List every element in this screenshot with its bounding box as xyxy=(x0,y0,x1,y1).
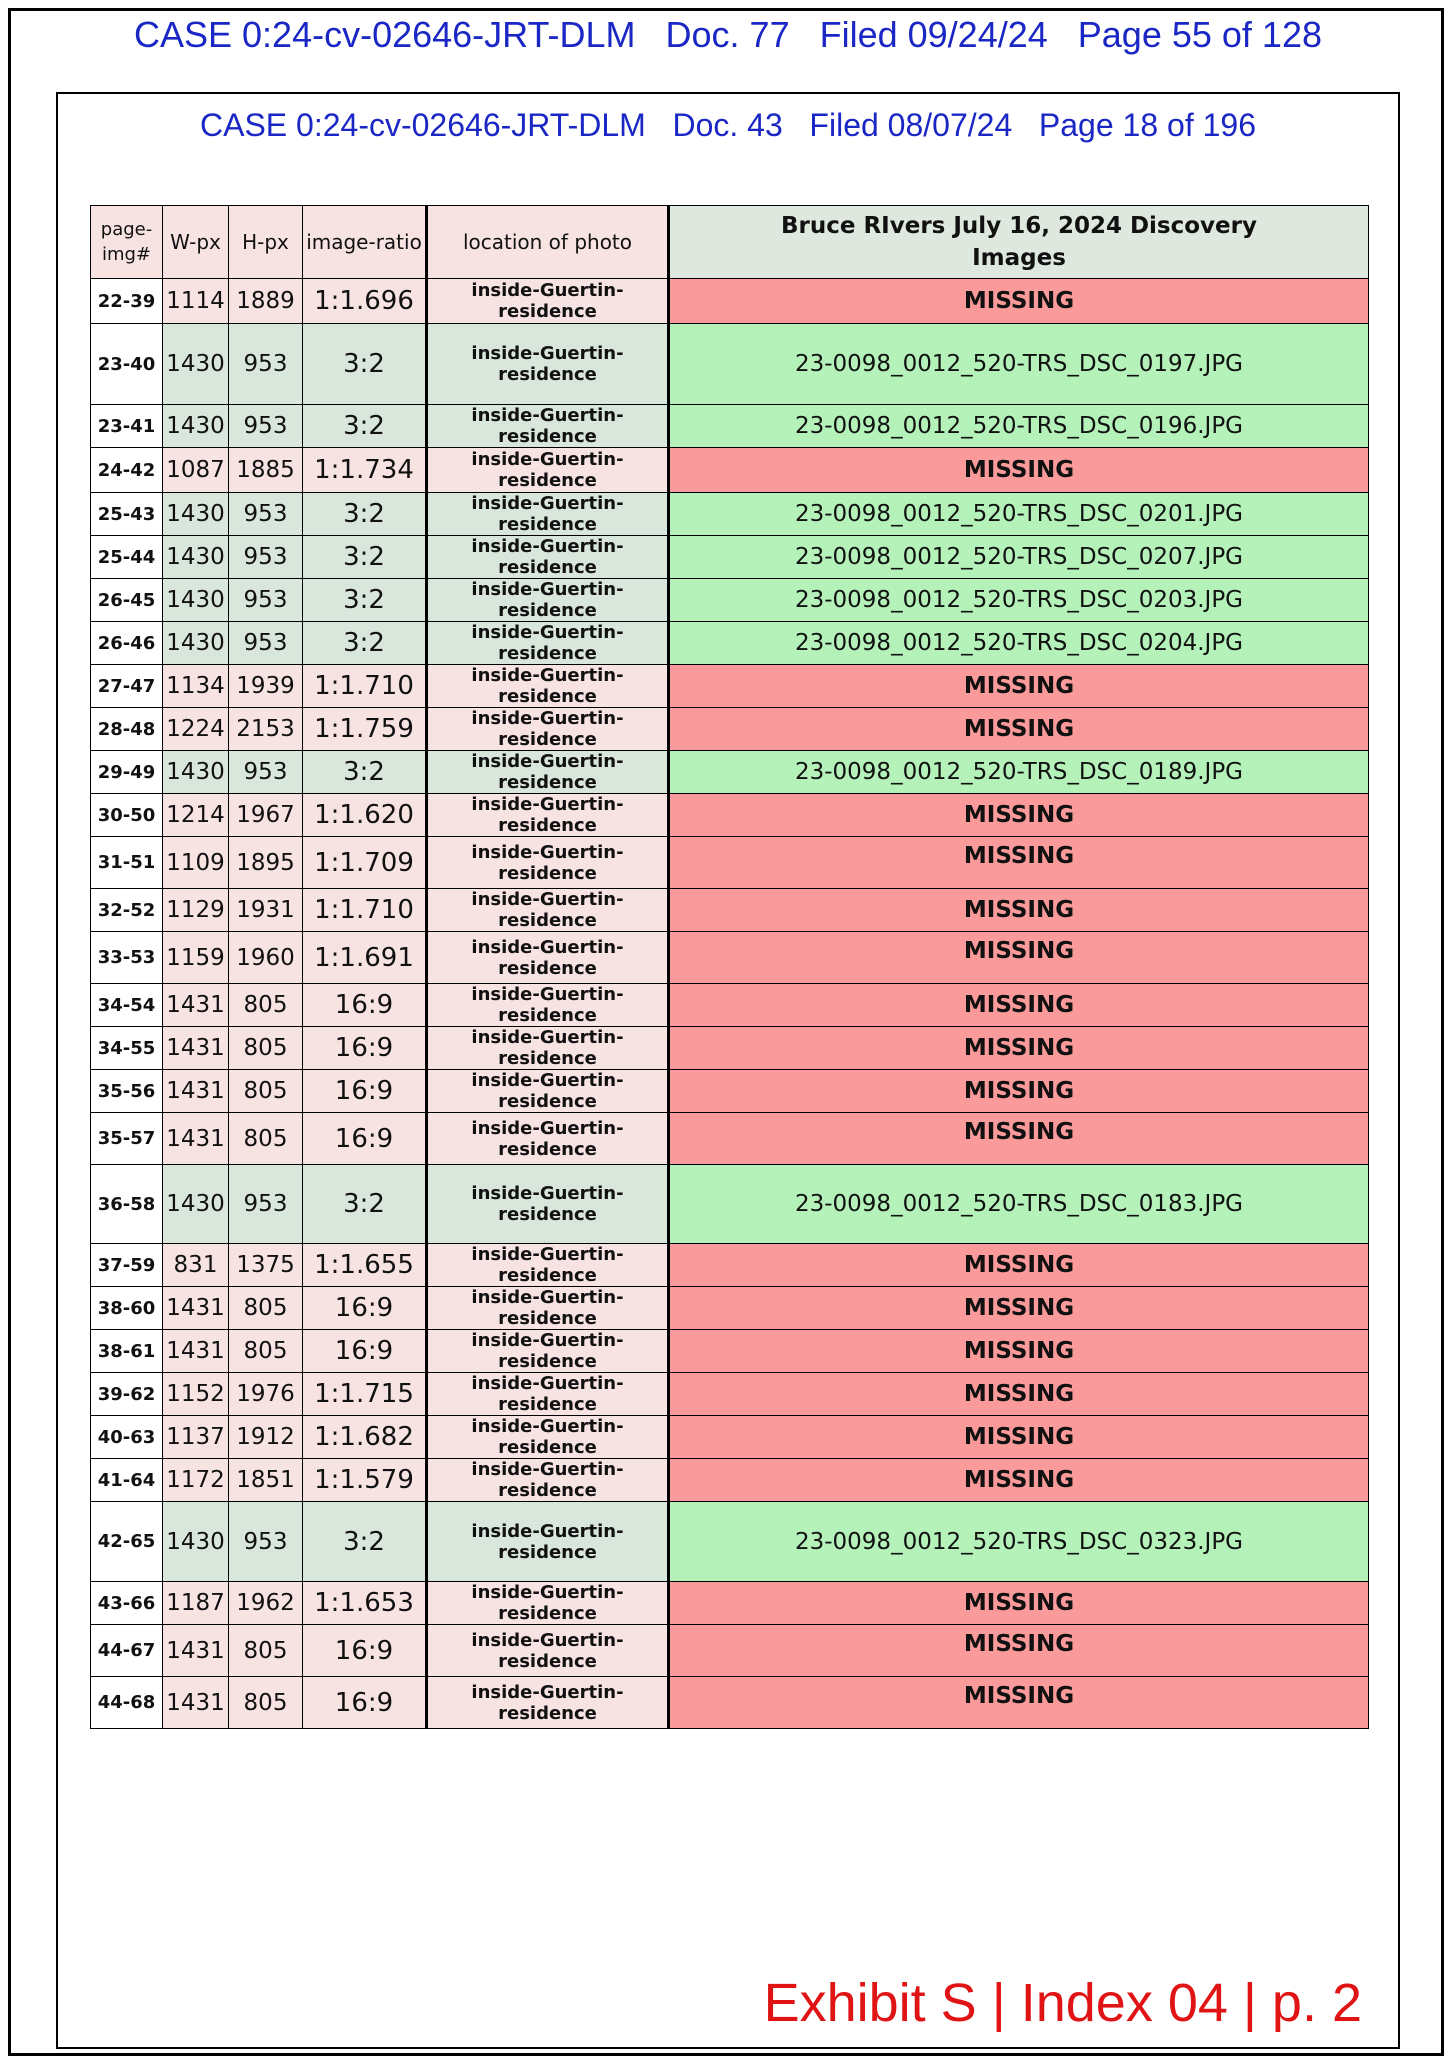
location-cell: inside-Guertin-residence xyxy=(427,1502,669,1582)
discovery-image-cell: MISSING xyxy=(669,1027,1369,1070)
page-img-cell: 26-46 xyxy=(91,622,163,665)
table-row xyxy=(91,932,1369,984)
location-cell: inside-Guertin-residence xyxy=(427,889,669,932)
table-row xyxy=(91,1373,1369,1416)
width-cell: 1114 xyxy=(163,279,229,324)
inner-case-header: CASE 0:24-cv-02646-JRT-DLM Doc. 43 Filed 08/07/24 Page 18 of 196 xyxy=(200,107,1256,143)
height-cell: 1967 xyxy=(229,794,303,837)
height-cell: 1375 xyxy=(229,1244,303,1287)
table-header-row xyxy=(91,206,1369,279)
height-cell: 953 xyxy=(229,579,303,622)
ratio-cell: 16:9 xyxy=(303,1027,427,1070)
table-row xyxy=(91,1459,1369,1502)
page-img-cell: 27-47 xyxy=(91,665,163,708)
page-img-cell: 35-57 xyxy=(91,1113,163,1165)
discovery-image-cell: MISSING xyxy=(669,1625,1369,1677)
location-cell: inside-Guertin-residence xyxy=(427,932,669,984)
width-cell: 1430 xyxy=(163,1502,229,1582)
discovery-image-cell: MISSING xyxy=(669,448,1369,493)
height-cell: 1895 xyxy=(229,837,303,889)
outer-case-header: CASE 0:24-cv-02646-JRT-DLM Doc. 77 Filed 09/24/24 Page 55 of 128 xyxy=(134,14,1322,55)
header-width: W-px xyxy=(163,206,229,279)
discovery-image-cell: MISSING xyxy=(669,1070,1369,1113)
table-row xyxy=(91,622,1369,665)
height-cell: 953 xyxy=(229,493,303,536)
ratio-cell: 1:1.710 xyxy=(303,889,427,932)
width-cell: 1214 xyxy=(163,794,229,837)
discovery-image-cell: 23-0098_0012_520-TRS_DSC_0183.JPG xyxy=(669,1165,1369,1244)
ratio-cell: 3:2 xyxy=(303,751,427,794)
table-row xyxy=(91,1287,1369,1330)
page-img-cell: 25-44 xyxy=(91,536,163,579)
ratio-cell: 16:9 xyxy=(303,1070,427,1113)
height-cell: 953 xyxy=(229,1502,303,1582)
height-cell: 953 xyxy=(229,751,303,794)
page-img-cell: 41-64 xyxy=(91,1459,163,1502)
table-row xyxy=(91,794,1369,837)
location-cell: inside-Guertin-residence xyxy=(427,1373,669,1416)
ratio-cell: 1:1.715 xyxy=(303,1373,427,1416)
photo-index-table xyxy=(90,205,1369,1729)
height-cell: 953 xyxy=(229,405,303,448)
page-img-cell: 24-42 xyxy=(91,448,163,493)
height-cell: 1976 xyxy=(229,1373,303,1416)
ratio-cell: 3:2 xyxy=(303,622,427,665)
width-cell: 1134 xyxy=(163,665,229,708)
table-row xyxy=(91,1070,1369,1113)
location-cell: inside-Guertin-residence xyxy=(427,1165,669,1244)
page-img-cell: 22-39 xyxy=(91,279,163,324)
page-img-cell: 38-60 xyxy=(91,1287,163,1330)
table-row xyxy=(91,493,1369,536)
location-cell: inside-Guertin-residence xyxy=(427,493,669,536)
discovery-image-cell: 23-0098_0012_520-TRS_DSC_0323.JPG xyxy=(669,1502,1369,1582)
table-row xyxy=(91,1677,1369,1729)
height-cell: 1912 xyxy=(229,1416,303,1459)
width-cell: 1431 xyxy=(163,1113,229,1165)
width-cell: 1109 xyxy=(163,837,229,889)
width-cell: 1430 xyxy=(163,622,229,665)
ratio-cell: 3:2 xyxy=(303,493,427,536)
discovery-image-cell: 23-0098_0012_520-TRS_DSC_0196.JPG xyxy=(669,405,1369,448)
discovery-image-cell: MISSING xyxy=(669,889,1369,932)
header-image-ratio: image-ratio xyxy=(303,206,427,279)
location-cell: inside-Guertin-residence xyxy=(427,448,669,493)
height-cell: 1960 xyxy=(229,932,303,984)
location-cell: inside-Guertin-residence xyxy=(427,1677,669,1729)
width-cell: 1137 xyxy=(163,1416,229,1459)
width-cell: 1129 xyxy=(163,889,229,932)
table-row xyxy=(91,1113,1369,1165)
location-cell: inside-Guertin-residence xyxy=(427,324,669,405)
page-img-cell: 40-63 xyxy=(91,1416,163,1459)
width-cell: 1431 xyxy=(163,1625,229,1677)
width-cell: 1431 xyxy=(163,984,229,1027)
table-row xyxy=(91,1165,1369,1244)
discovery-image-cell: MISSING xyxy=(669,1330,1369,1373)
discovery-image-cell: MISSING xyxy=(669,665,1369,708)
discovery-image-cell: MISSING xyxy=(669,932,1369,984)
table-row xyxy=(91,1502,1369,1582)
page-img-cell: 31-51 xyxy=(91,837,163,889)
page-img-cell: 23-41 xyxy=(91,405,163,448)
width-cell: 1430 xyxy=(163,405,229,448)
location-cell: inside-Guertin-residence xyxy=(427,1287,669,1330)
width-cell: 1431 xyxy=(163,1330,229,1373)
location-cell: inside-Guertin-residence xyxy=(427,751,669,794)
page-img-cell: 32-52 xyxy=(91,889,163,932)
height-cell: 953 xyxy=(229,536,303,579)
page-img-cell: 26-45 xyxy=(91,579,163,622)
table-row xyxy=(91,889,1369,932)
header-location: location of photo xyxy=(427,206,669,279)
location-cell: inside-Guertin-residence xyxy=(427,1070,669,1113)
page-img-cell: 42-65 xyxy=(91,1502,163,1582)
ratio-cell: 3:2 xyxy=(303,1165,427,1244)
discovery-image-cell: MISSING xyxy=(669,1677,1369,1729)
discovery-image-cell: MISSING xyxy=(669,984,1369,1027)
ratio-cell: 16:9 xyxy=(303,984,427,1027)
discovery-image-cell: 23-0098_0012_520-TRS_DSC_0203.JPG xyxy=(669,579,1369,622)
header-height: H-px xyxy=(229,206,303,279)
height-cell: 1851 xyxy=(229,1459,303,1502)
table-row xyxy=(91,751,1369,794)
width-cell: 831 xyxy=(163,1244,229,1287)
location-cell: inside-Guertin-residence xyxy=(427,579,669,622)
width-cell: 1087 xyxy=(163,448,229,493)
table-row xyxy=(91,984,1369,1027)
discovery-image-cell: MISSING xyxy=(669,1582,1369,1625)
location-cell: inside-Guertin-residence xyxy=(427,1416,669,1459)
location-cell: inside-Guertin-residence xyxy=(427,837,669,889)
ratio-cell: 1:1.655 xyxy=(303,1244,427,1287)
discovery-image-cell: MISSING xyxy=(669,1373,1369,1416)
width-cell: 1159 xyxy=(163,932,229,984)
location-cell: inside-Guertin-residence xyxy=(427,984,669,1027)
table-row xyxy=(91,665,1369,708)
height-cell: 2153 xyxy=(229,708,303,751)
header-page-img: page- img# xyxy=(91,206,163,279)
location-cell: inside-Guertin-residence xyxy=(427,794,669,837)
discovery-image-cell: 23-0098_0012_520-TRS_DSC_0204.JPG xyxy=(669,622,1369,665)
width-cell: 1152 xyxy=(163,1373,229,1416)
table-row xyxy=(91,1330,1369,1373)
page-img-cell: 44-68 xyxy=(91,1677,163,1729)
location-cell: inside-Guertin-residence xyxy=(427,405,669,448)
ratio-cell: 16:9 xyxy=(303,1113,427,1165)
page-img-cell: 39-62 xyxy=(91,1373,163,1416)
discovery-image-cell: 23-0098_0012_520-TRS_DSC_0197.JPG xyxy=(669,324,1369,405)
ratio-cell: 16:9 xyxy=(303,1625,427,1677)
page-img-cell: 30-50 xyxy=(91,794,163,837)
table-row xyxy=(91,448,1369,493)
location-cell: inside-Guertin-residence xyxy=(427,708,669,751)
ratio-cell: 1:1.696 xyxy=(303,279,427,324)
page-img-cell: 43-66 xyxy=(91,1582,163,1625)
location-cell: inside-Guertin-residence xyxy=(427,536,669,579)
discovery-image-cell: MISSING xyxy=(669,1244,1369,1287)
location-cell: inside-Guertin-residence xyxy=(427,1625,669,1677)
page-img-cell: 23-40 xyxy=(91,324,163,405)
width-cell: 1431 xyxy=(163,1677,229,1729)
location-cell: inside-Guertin-residence xyxy=(427,1244,669,1287)
width-cell: 1431 xyxy=(163,1070,229,1113)
ratio-cell: 1:1.709 xyxy=(303,837,427,889)
height-cell: 953 xyxy=(229,324,303,405)
discovery-image-cell: MISSING xyxy=(669,1113,1369,1165)
location-cell: inside-Guertin-residence xyxy=(427,665,669,708)
ratio-cell: 3:2 xyxy=(303,324,427,405)
ratio-cell: 1:1.710 xyxy=(303,665,427,708)
ratio-cell: 16:9 xyxy=(303,1677,427,1729)
page-img-cell: 37-59 xyxy=(91,1244,163,1287)
discovery-image-cell: MISSING xyxy=(669,1416,1369,1459)
ratio-cell: 1:1.682 xyxy=(303,1416,427,1459)
ratio-cell: 3:2 xyxy=(303,579,427,622)
width-cell: 1187 xyxy=(163,1582,229,1625)
page-img-cell: 36-58 xyxy=(91,1165,163,1244)
discovery-image-cell: MISSING xyxy=(669,279,1369,324)
width-cell: 1172 xyxy=(163,1459,229,1502)
ratio-cell: 3:2 xyxy=(303,405,427,448)
height-cell: 1931 xyxy=(229,889,303,932)
table-row xyxy=(91,708,1369,751)
exhibit-label: Exhibit S | Index 04 | p. 2 xyxy=(763,1973,1362,2033)
width-cell: 1430 xyxy=(163,579,229,622)
page-img-cell: 38-61 xyxy=(91,1330,163,1373)
ratio-cell: 1:1.734 xyxy=(303,448,427,493)
table-row xyxy=(91,837,1369,889)
height-cell: 805 xyxy=(229,1677,303,1729)
height-cell: 1889 xyxy=(229,279,303,324)
page-img-cell: 34-54 xyxy=(91,984,163,1027)
table-row xyxy=(91,536,1369,579)
discovery-image-cell: MISSING xyxy=(669,1287,1369,1330)
height-cell: 805 xyxy=(229,1625,303,1677)
table-row xyxy=(91,1027,1369,1070)
width-cell: 1430 xyxy=(163,751,229,794)
table-row xyxy=(91,1244,1369,1287)
header-discovery-images: Bruce RIvers July 16, 2024 Discovery Images xyxy=(669,206,1369,279)
height-cell: 1962 xyxy=(229,1582,303,1625)
discovery-image-cell: MISSING xyxy=(669,837,1369,889)
location-cell: inside-Guertin-residence xyxy=(427,622,669,665)
page-img-cell: 29-49 xyxy=(91,751,163,794)
height-cell: 953 xyxy=(229,1165,303,1244)
page-img-cell: 28-48 xyxy=(91,708,163,751)
page-img-cell: 35-56 xyxy=(91,1070,163,1113)
discovery-image-cell: MISSING xyxy=(669,708,1369,751)
width-cell: 1430 xyxy=(163,493,229,536)
page-img-cell: 34-55 xyxy=(91,1027,163,1070)
ratio-cell: 16:9 xyxy=(303,1287,427,1330)
table-row xyxy=(91,324,1369,405)
ratio-cell: 1:1.759 xyxy=(303,708,427,751)
discovery-image-cell: 23-0098_0012_520-TRS_DSC_0201.JPG xyxy=(669,493,1369,536)
ratio-cell: 1:1.620 xyxy=(303,794,427,837)
width-cell: 1430 xyxy=(163,324,229,405)
location-cell: inside-Guertin-residence xyxy=(427,279,669,324)
ratio-cell: 3:2 xyxy=(303,536,427,579)
page-img-cell: 25-43 xyxy=(91,493,163,536)
table-body xyxy=(91,279,1369,1729)
height-cell: 805 xyxy=(229,1113,303,1165)
discovery-image-cell: 23-0098_0012_520-TRS_DSC_0189.JPG xyxy=(669,751,1369,794)
ratio-cell: 1:1.653 xyxy=(303,1582,427,1625)
height-cell: 805 xyxy=(229,1027,303,1070)
ratio-cell: 1:1.691 xyxy=(303,932,427,984)
height-cell: 1939 xyxy=(229,665,303,708)
height-cell: 805 xyxy=(229,1330,303,1373)
height-cell: 805 xyxy=(229,1287,303,1330)
table-row xyxy=(91,279,1369,324)
height-cell: 1885 xyxy=(229,448,303,493)
height-cell: 805 xyxy=(229,984,303,1027)
height-cell: 953 xyxy=(229,622,303,665)
table-row xyxy=(91,405,1369,448)
location-cell: inside-Guertin-residence xyxy=(427,1113,669,1165)
width-cell: 1431 xyxy=(163,1287,229,1330)
ratio-cell: 16:9 xyxy=(303,1330,427,1373)
location-cell: inside-Guertin-residence xyxy=(427,1582,669,1625)
table-row xyxy=(91,1582,1369,1625)
ratio-cell: 3:2 xyxy=(303,1502,427,1582)
table-row xyxy=(91,1416,1369,1459)
width-cell: 1430 xyxy=(163,536,229,579)
page-img-cell: 44-67 xyxy=(91,1625,163,1677)
ratio-cell: 1:1.579 xyxy=(303,1459,427,1502)
width-cell: 1430 xyxy=(163,1165,229,1244)
discovery-image-cell: 23-0098_0012_520-TRS_DSC_0207.JPG xyxy=(669,536,1369,579)
discovery-image-cell: MISSING xyxy=(669,1459,1369,1502)
page-img-cell: 33-53 xyxy=(91,932,163,984)
discovery-image-cell: MISSING xyxy=(669,794,1369,837)
height-cell: 805 xyxy=(229,1070,303,1113)
table-row xyxy=(91,1625,1369,1677)
width-cell: 1224 xyxy=(163,708,229,751)
location-cell: inside-Guertin-residence xyxy=(427,1459,669,1502)
table-row xyxy=(91,579,1369,622)
location-cell: inside-Guertin-residence xyxy=(427,1330,669,1373)
location-cell: inside-Guertin-residence xyxy=(427,1027,669,1070)
width-cell: 1431 xyxy=(163,1027,229,1070)
